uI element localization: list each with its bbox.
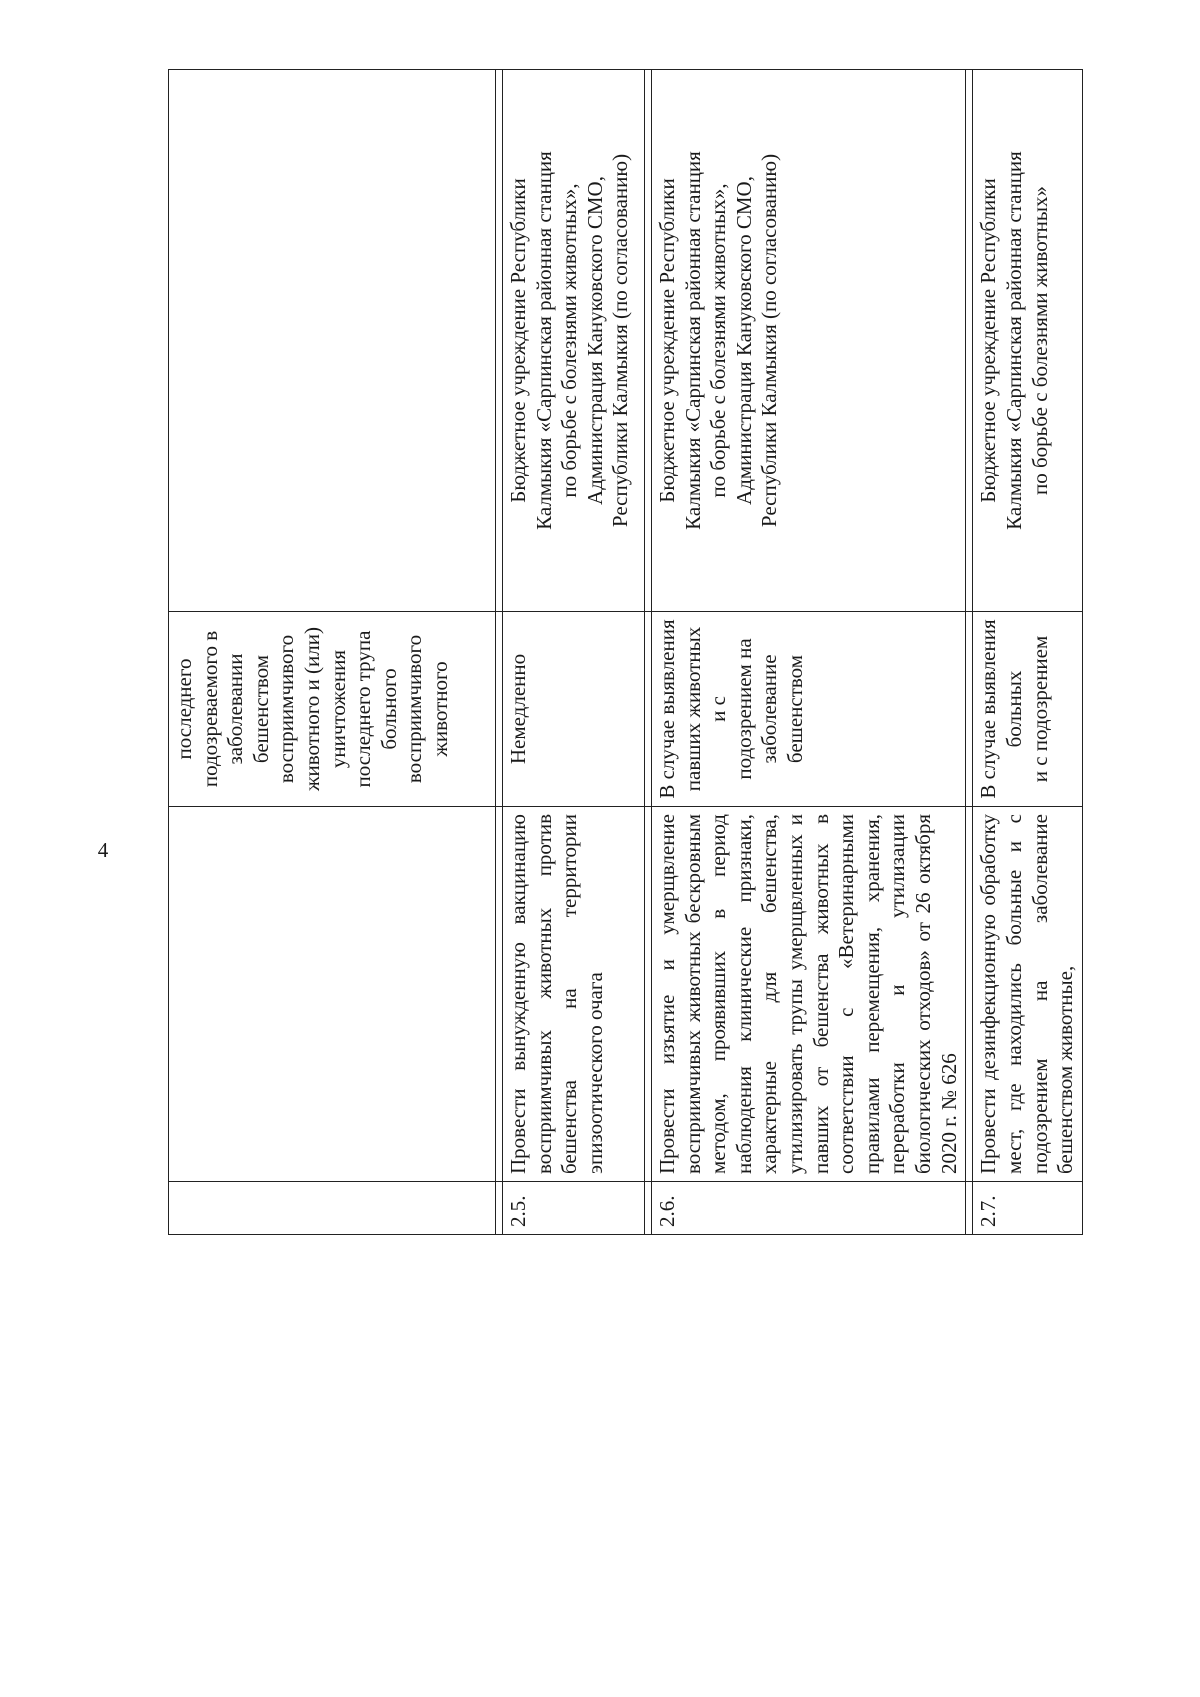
responsible-line: Калмыкия «Сарпинская районная станция bbox=[1001, 151, 1026, 530]
responsible-line: Администрация Кануковского СМО, bbox=[582, 176, 607, 505]
responsible-line: Калмыкия «Сарпинская районная станция bbox=[531, 151, 556, 530]
cell-action: Провести вынужденную вакцинацию восприимчивых животных против бешенства на территории эпизоотического очага bbox=[503, 807, 645, 1182]
responsible-line: Бюджетное учреждение Республики bbox=[976, 178, 1001, 503]
term-line: последнего трупа bbox=[351, 630, 376, 788]
table-row-continuation bbox=[169, 70, 496, 1235]
responsible-line: по борьбе с болезнями животных» bbox=[1027, 186, 1052, 496]
responsible-line: Администрация Кануковского СМО, bbox=[731, 176, 756, 505]
term-line: подозрением на bbox=[731, 638, 756, 780]
cell-action: Провести изъятие и умерщвление восприимчивых животных бескровным методом, проявивших в период наблюдения клинические признаки, характерные для бешенства, утилизировать трупы умерщвленных и павших от бешенства животных в соответствии с «Ветеринарными правилами перемещения, хранения, переработки и утилизации биологических отходов» от 26 октября 2020 г. № 626 bbox=[652, 807, 966, 1182]
responsible-line: Республики Калмыкия (по согласованию) bbox=[608, 153, 633, 528]
term-line: последнего bbox=[172, 658, 196, 760]
page-number: 4 bbox=[97, 838, 109, 862]
cell-number: 2.7. bbox=[973, 1182, 1082, 1235]
cell-number bbox=[169, 1182, 496, 1235]
cell-responsible bbox=[503, 70, 645, 612]
row-separator bbox=[966, 70, 973, 1235]
term-line: заболевании bbox=[223, 653, 248, 765]
table-row-2-6 bbox=[652, 70, 966, 1235]
term-line: павших животных и с bbox=[680, 626, 731, 792]
term-line: В случае выявления bbox=[655, 619, 679, 799]
cell-number: 2.5. bbox=[503, 1182, 645, 1235]
cell-term bbox=[503, 612, 645, 807]
term-line: восприимчивого bbox=[274, 634, 299, 784]
term-line: Немедленно bbox=[506, 653, 530, 765]
cell-term bbox=[169, 612, 496, 807]
term-line: и с подозрением bbox=[1027, 635, 1052, 783]
cell-term bbox=[973, 612, 1082, 807]
responsible-line: Республики Калмыкия (по согласованию) bbox=[757, 153, 782, 528]
term-line: восприимчивого bbox=[402, 634, 427, 784]
term-line: животного bbox=[428, 661, 453, 757]
cell-action bbox=[169, 807, 496, 1182]
responsible-line: Калмыкия «Сарпинская районная станция bbox=[680, 151, 705, 530]
term-line: заболевание bbox=[757, 654, 782, 764]
row-separator bbox=[496, 70, 503, 1235]
term-line: подозреваемого в bbox=[197, 630, 222, 788]
row-separator bbox=[645, 70, 652, 1235]
term-line: бешенством bbox=[783, 654, 808, 764]
term-line: животного и (или) bbox=[300, 627, 325, 791]
cell-action: Провести дезинфекционную обработку мест, где находились больные и с подозрением на заболевание бешенством животные, bbox=[973, 807, 1082, 1182]
cell-responsible bbox=[652, 70, 966, 612]
term-line: В случае выявления bbox=[976, 619, 1001, 799]
cell-term bbox=[652, 612, 966, 807]
cell-number: 2.6. bbox=[652, 1182, 966, 1235]
responsible-line: по борьбе с болезнями животных», bbox=[557, 183, 582, 498]
table-row-2-7 bbox=[973, 70, 1082, 1235]
table-row-2-5 bbox=[503, 70, 645, 1235]
rotated-table-wrapper bbox=[168, 130, 1078, 1235]
term-line: больного bbox=[376, 668, 401, 750]
term-line: уничтожения bbox=[325, 649, 350, 769]
measures-table bbox=[168, 69, 1083, 1235]
responsible-line: Бюджетное учреждение Республики bbox=[506, 178, 530, 503]
responsible-line: по борьбе с болезнями животных», bbox=[706, 183, 731, 498]
cell-responsible bbox=[973, 70, 1082, 612]
term-line: бешенством bbox=[248, 654, 273, 764]
cell-responsible bbox=[169, 70, 496, 612]
term-line: больных bbox=[1001, 670, 1026, 748]
responsible-line: Бюджетное учреждение Республики bbox=[655, 178, 679, 503]
